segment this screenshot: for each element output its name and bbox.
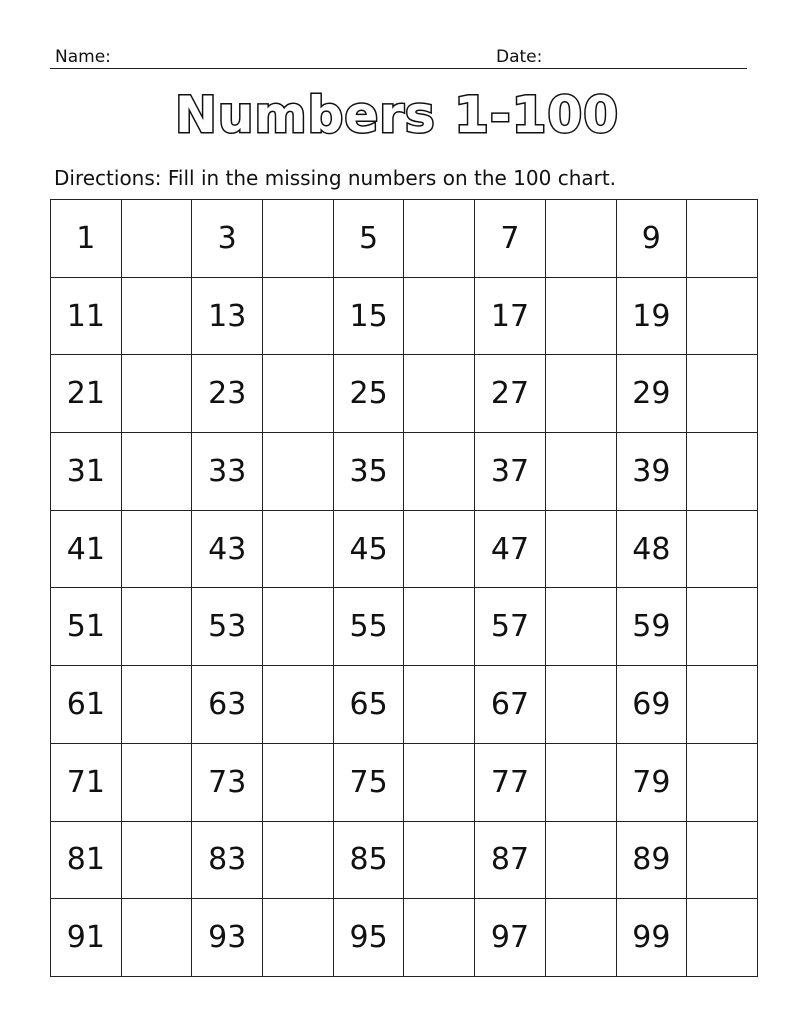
blank-cell[interactable] [545,588,616,666]
number-cell: 21 [51,355,122,433]
number-cell: 45 [333,510,404,588]
grid-row [51,433,758,511]
blank-cell[interactable] [687,588,758,666]
number-cell: 91 [51,899,122,977]
number-cell: 43 [192,510,263,588]
blank-cell[interactable] [687,666,758,744]
number-cell: 35 [333,433,404,511]
blank-cell[interactable] [404,510,475,588]
number-cell: 95 [333,899,404,977]
grid-row [51,899,758,977]
number-cell: 99 [616,899,687,977]
number-cell: 77 [475,743,546,821]
number-cell: 1 [51,200,122,278]
page-title: Numbers 1-100 [175,86,619,144]
blank-cell[interactable] [687,433,758,511]
header-line [50,68,747,69]
blank-cell[interactable] [121,821,192,899]
blank-cell[interactable] [687,743,758,821]
blank-cell[interactable] [404,433,475,511]
blank-cell[interactable] [263,743,334,821]
number-cell: 61 [51,666,122,744]
blank-cell[interactable] [121,588,192,666]
number-cell: 7 [475,200,546,278]
number-cell: 55 [333,588,404,666]
grid-row [51,666,758,744]
blank-cell[interactable] [263,510,334,588]
grid-row [51,588,758,666]
blank-cell[interactable] [263,277,334,355]
blank-cell[interactable] [263,355,334,433]
number-cell: 69 [616,666,687,744]
number-cell: 71 [51,743,122,821]
number-cell: 25 [333,355,404,433]
number-cell: 75 [333,743,404,821]
blank-cell[interactable] [545,666,616,744]
number-cell: 3 [192,200,263,278]
blank-cell[interactable] [404,200,475,278]
number-cell: 59 [616,588,687,666]
number-cell: 81 [51,821,122,899]
number-cell: 87 [475,821,546,899]
directions-text: Directions: Fill in the missing numbers on the 100 chart. [54,166,617,190]
number-cell: 73 [192,743,263,821]
number-cell: 29 [616,355,687,433]
number-cell: 13 [192,277,263,355]
blank-cell[interactable] [404,821,475,899]
blank-cell[interactable] [121,200,192,278]
blank-cell[interactable] [121,743,192,821]
grid-row [51,200,758,278]
blank-cell[interactable] [263,666,334,744]
blank-cell[interactable] [545,277,616,355]
number-cell: 51 [51,588,122,666]
blank-cell[interactable] [121,666,192,744]
blank-cell[interactable] [121,433,192,511]
blank-cell[interactable] [404,666,475,744]
number-cell: 17 [475,277,546,355]
number-cell: 23 [192,355,263,433]
date-label: Date: [496,47,543,67]
blank-cell[interactable] [545,743,616,821]
blank-cell[interactable] [263,433,334,511]
blank-cell[interactable] [545,355,616,433]
number-cell: 47 [475,510,546,588]
number-cell: 67 [475,666,546,744]
blank-cell[interactable] [545,821,616,899]
number-cell: 31 [51,433,122,511]
number-cell: 89 [616,821,687,899]
blank-cell[interactable] [121,899,192,977]
grid-row [51,743,758,821]
number-cell: 79 [616,743,687,821]
number-cell: 65 [333,666,404,744]
blank-cell[interactable] [404,588,475,666]
blank-cell[interactable] [687,200,758,278]
blank-cell[interactable] [687,277,758,355]
number-cell: 5 [333,200,404,278]
blank-cell[interactable] [545,433,616,511]
number-cell: 41 [51,510,122,588]
blank-cell[interactable] [404,899,475,977]
number-cell: 83 [192,821,263,899]
number-cell: 11 [51,277,122,355]
blank-cell[interactable] [121,277,192,355]
blank-cell[interactable] [404,355,475,433]
number-cell: 9 [616,200,687,278]
number-cell: 53 [192,588,263,666]
number-cell: 57 [475,588,546,666]
number-cell: 63 [192,666,263,744]
number-cell: 33 [192,433,263,511]
number-cell: 19 [616,277,687,355]
hundred-chart [50,199,758,977]
blank-cell[interactable] [404,743,475,821]
number-cell: 85 [333,821,404,899]
grid-row [51,821,758,899]
blank-cell[interactable] [121,355,192,433]
blank-cell[interactable] [545,510,616,588]
blank-cell[interactable] [687,355,758,433]
blank-cell[interactable] [263,588,334,666]
blank-cell[interactable] [263,899,334,977]
name-label: Name: [55,47,111,67]
blank-cell[interactable] [687,510,758,588]
number-cell: 37 [475,433,546,511]
number-cell: 97 [475,899,546,977]
number-cell: 48 [616,510,687,588]
blank-cell[interactable] [545,899,616,977]
blank-cell[interactable] [687,899,758,977]
grid-row [51,510,758,588]
blank-cell[interactable] [263,821,334,899]
blank-cell[interactable] [687,821,758,899]
blank-cell[interactable] [545,200,616,278]
grid-row [51,355,758,433]
blank-cell[interactable] [404,277,475,355]
number-cell: 93 [192,899,263,977]
grid-row [51,277,758,355]
number-cell: 15 [333,277,404,355]
blank-cell[interactable] [263,200,334,278]
blank-cell[interactable] [121,510,192,588]
number-cell: 27 [475,355,546,433]
number-cell: 39 [616,433,687,511]
